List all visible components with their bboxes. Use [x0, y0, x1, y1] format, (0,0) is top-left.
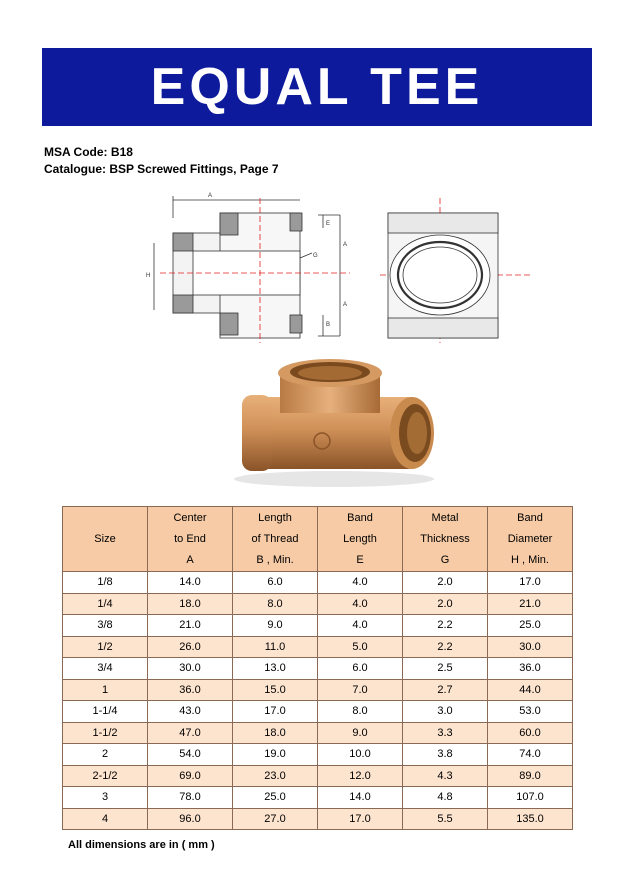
cell-center-to-end: 43.0 — [148, 701, 233, 723]
msa-code-line — [44, 144, 279, 161]
dim-label-a-lower: A — [343, 302, 348, 308]
cell-thread-length: 19.0 — [233, 744, 318, 766]
cell-metal-thickness: 2.0 — [403, 593, 488, 615]
title-banner — [42, 48, 592, 126]
table-row — [63, 615, 573, 637]
cell-band-length: 17.0 — [318, 808, 403, 830]
header-metal-thickness — [403, 507, 488, 572]
page-title: EQUAL TEE — [150, 58, 484, 116]
units-footnote: All dimensions are in ( mm ) — [68, 839, 215, 851]
cell-size: 1/8 — [63, 572, 148, 594]
table-row — [63, 593, 573, 615]
section-view — [154, 196, 340, 338]
header-size — [63, 507, 148, 572]
cell-size: 3 — [63, 787, 148, 809]
table-row — [63, 636, 573, 658]
dim-label-g: G — [313, 253, 318, 259]
header-line: Diameter — [507, 532, 553, 545]
cell-size: 4 — [63, 808, 148, 830]
tee-fitting-photo — [222, 355, 440, 490]
cell-thread-length: 17.0 — [233, 701, 318, 723]
dim-label-h: H — [146, 273, 151, 279]
technical-drawing — [140, 188, 540, 343]
table-row — [63, 808, 573, 830]
cell-metal-thickness: 5.5 — [403, 808, 488, 830]
product-meta — [44, 144, 279, 178]
cell-band-length: 4.0 — [318, 593, 403, 615]
cell-size: 1/2 — [63, 636, 148, 658]
cell-center-to-end: 26.0 — [148, 636, 233, 658]
cell-metal-thickness: 4.8 — [403, 787, 488, 809]
cell-band-length: 10.0 — [318, 744, 403, 766]
cell-size: 1-1/2 — [63, 722, 148, 744]
cell-metal-thickness: 4.3 — [403, 765, 488, 787]
catalogue-line — [44, 161, 279, 178]
header-center-to-end — [148, 507, 233, 572]
cell-band-diameter: 135.0 — [488, 808, 573, 830]
header-line: Metal — [431, 511, 459, 524]
cell-size: 1/4 — [63, 593, 148, 615]
cell-metal-thickness: 2.0 — [403, 572, 488, 594]
cell-size: 1 — [63, 679, 148, 701]
cell-thread-length: 8.0 — [233, 593, 318, 615]
cell-size: 2 — [63, 744, 148, 766]
header-line: Center — [173, 511, 207, 524]
cell-band-length: 14.0 — [318, 787, 403, 809]
cell-center-to-end: 18.0 — [148, 593, 233, 615]
cell-center-to-end: 69.0 — [148, 765, 233, 787]
cell-metal-thickness: 3.3 — [403, 722, 488, 744]
cell-band-diameter: 53.0 — [488, 701, 573, 723]
cell-center-to-end: 14.0 — [148, 572, 233, 594]
msa-code-value: B18 — [110, 145, 133, 159]
table-row — [63, 765, 573, 787]
header-band-length — [318, 507, 403, 572]
cell-band-diameter: 44.0 — [488, 679, 573, 701]
table-row — [63, 701, 573, 723]
cell-thread-length: 6.0 — [233, 572, 318, 594]
cell-center-to-end: 30.0 — [148, 658, 233, 680]
table-body — [63, 572, 573, 830]
cell-center-to-end: 47.0 — [148, 722, 233, 744]
cell-size: 3/4 — [63, 658, 148, 680]
cell-metal-thickness: 2.5 — [403, 658, 488, 680]
cell-band-length: 4.0 — [318, 615, 403, 637]
cell-band-diameter: 30.0 — [488, 636, 573, 658]
cell-thread-length: 9.0 — [233, 615, 318, 637]
cell-thread-length: 18.0 — [233, 722, 318, 744]
table-row — [63, 658, 573, 680]
cell-metal-thickness: 2.7 — [403, 679, 488, 701]
cell-thread-length: 23.0 — [233, 765, 318, 787]
cell-thread-length: 25.0 — [233, 787, 318, 809]
cell-thread-length: 11.0 — [233, 636, 318, 658]
table-row — [63, 572, 573, 594]
cell-center-to-end: 36.0 — [148, 679, 233, 701]
header-line: to End — [174, 532, 206, 545]
cell-metal-thickness: 3.0 — [403, 701, 488, 723]
cell-size: 2-1/2 — [63, 765, 148, 787]
table-row — [63, 722, 573, 744]
cell-band-diameter: 107.0 — [488, 787, 573, 809]
cell-band-diameter: 60.0 — [488, 722, 573, 744]
cell-center-to-end: 96.0 — [148, 808, 233, 830]
header-band-diameter — [488, 507, 573, 572]
cell-metal-thickness: 3.8 — [403, 744, 488, 766]
cell-band-length: 6.0 — [318, 658, 403, 680]
catalogue-value: BSP Screwed Fittings, Page 7 — [109, 162, 279, 176]
cell-band-diameter: 25.0 — [488, 615, 573, 637]
dim-label-a-top: A — [208, 193, 213, 199]
table-header-row — [63, 507, 573, 572]
header-line: E — [356, 553, 364, 566]
header-line: Thickness — [420, 532, 470, 545]
cell-band-diameter: 89.0 — [488, 765, 573, 787]
header-line: Band — [347, 511, 373, 524]
header-line: Band — [517, 511, 543, 524]
cell-band-diameter: 17.0 — [488, 572, 573, 594]
header-line: A — [186, 553, 194, 566]
cell-band-length: 9.0 — [318, 722, 403, 744]
end-view — [388, 213, 498, 338]
cell-band-length: 8.0 — [318, 701, 403, 723]
table-row — [63, 744, 573, 766]
cell-band-diameter: 74.0 — [488, 744, 573, 766]
dim-label-b: B — [326, 322, 331, 328]
cell-center-to-end: 54.0 — [148, 744, 233, 766]
cell-band-diameter: 36.0 — [488, 658, 573, 680]
cell-band-length: 5.0 — [318, 636, 403, 658]
header-line: Length — [258, 511, 292, 524]
dim-label-e: E — [326, 221, 331, 227]
catalogue-label: Catalogue: — [44, 162, 107, 176]
dim-label-a-upper: A — [343, 242, 348, 248]
cell-size: 3/8 — [63, 615, 148, 637]
header-thread-length — [233, 507, 318, 572]
cell-center-to-end: 78.0 — [148, 787, 233, 809]
header-line: Length — [343, 532, 377, 545]
table-row — [63, 787, 573, 809]
cell-center-to-end: 21.0 — [148, 615, 233, 637]
cell-thread-length: 13.0 — [233, 658, 318, 680]
cell-thread-length: 27.0 — [233, 808, 318, 830]
table-row — [63, 679, 573, 701]
dimensions-table — [62, 506, 573, 830]
cell-band-length: 4.0 — [318, 572, 403, 594]
cell-band-length: 7.0 — [318, 679, 403, 701]
cell-metal-thickness: 2.2 — [403, 615, 488, 637]
cell-size: 1-1/4 — [63, 701, 148, 723]
header-line: Size — [94, 532, 116, 545]
cell-metal-thickness: 2.2 — [403, 636, 488, 658]
header-line: G — [440, 553, 450, 566]
cell-thread-length: 15.0 — [233, 679, 318, 701]
cell-band-diameter: 21.0 — [488, 593, 573, 615]
header-line: of Thread — [251, 532, 299, 545]
header-line: H , Min. — [511, 553, 549, 566]
cell-band-length: 12.0 — [318, 765, 403, 787]
msa-code-label: MSA Code: — [44, 145, 108, 159]
header-line: B , Min. — [256, 553, 294, 566]
